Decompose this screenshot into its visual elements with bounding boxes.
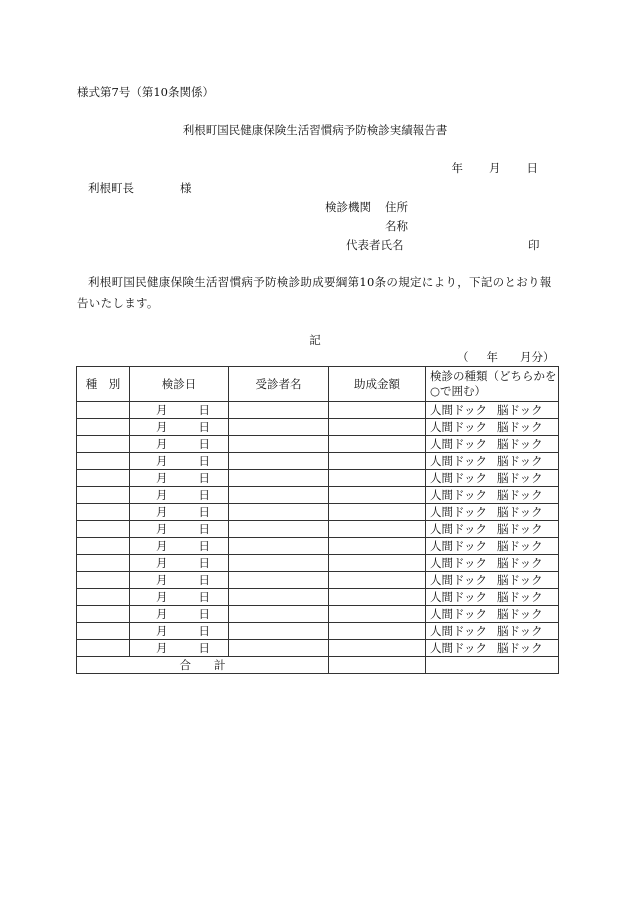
month-label: 月 bbox=[156, 420, 168, 434]
human-dock-option[interactable]: 人間ドック bbox=[430, 454, 488, 468]
human-dock-option[interactable]: 人間ドック bbox=[430, 607, 488, 621]
brain-dock-option[interactable]: 脳ドック bbox=[497, 403, 543, 417]
category-cell[interactable] bbox=[77, 623, 130, 640]
brain-dock-option[interactable]: 脳ドック bbox=[497, 641, 543, 655]
table-row bbox=[77, 419, 559, 436]
amount-cell[interactable] bbox=[329, 419, 426, 436]
month-label: 月 bbox=[156, 505, 168, 519]
category-cell[interactable] bbox=[77, 606, 130, 623]
examinee-cell[interactable] bbox=[229, 504, 329, 521]
amount-cell[interactable] bbox=[329, 589, 426, 606]
exam-date-cell[interactable] bbox=[130, 487, 229, 504]
exam-date-cell[interactable] bbox=[130, 572, 229, 589]
examinee-cell[interactable] bbox=[229, 640, 329, 657]
institution-address-label: 住所 bbox=[385, 200, 408, 214]
examinee-cell[interactable] bbox=[229, 572, 329, 589]
examinee-cell[interactable] bbox=[229, 470, 329, 487]
date-month-label: 月 bbox=[489, 161, 501, 175]
examinee-cell[interactable] bbox=[229, 453, 329, 470]
month-label: 月 bbox=[156, 488, 168, 502]
human-dock-option[interactable]: 人間ドック bbox=[430, 471, 488, 485]
category-cell[interactable] bbox=[77, 470, 130, 487]
exam-type-cell[interactable] bbox=[426, 589, 559, 606]
human-dock-option[interactable]: 人間ドック bbox=[430, 505, 488, 519]
month-label: 月 bbox=[156, 522, 168, 536]
form-number: 様式第7号（第10条関係） bbox=[77, 85, 214, 99]
header-exam-date: 検診日 bbox=[130, 367, 229, 402]
exam-date-cell[interactable] bbox=[130, 453, 229, 470]
day-label: 日 bbox=[198, 488, 210, 502]
examinee-cell[interactable] bbox=[229, 555, 329, 572]
exam-type-cell[interactable] bbox=[426, 402, 559, 419]
table-header-row bbox=[77, 367, 559, 402]
amount-cell[interactable] bbox=[329, 453, 426, 470]
examinee-cell[interactable] bbox=[229, 487, 329, 504]
amount-cell[interactable] bbox=[329, 436, 426, 453]
human-dock-option[interactable]: 人間ドック bbox=[430, 403, 488, 417]
brain-dock-option[interactable]: 脳ドック bbox=[497, 522, 543, 536]
category-cell[interactable] bbox=[77, 555, 130, 572]
day-label: 日 bbox=[198, 403, 210, 417]
day-label: 日 bbox=[198, 590, 210, 604]
exam-date-cell[interactable] bbox=[130, 538, 229, 555]
brain-dock-option[interactable]: 脳ドック bbox=[497, 539, 543, 553]
amount-cell[interactable] bbox=[329, 572, 426, 589]
brain-dock-option[interactable]: 脳ドック bbox=[497, 505, 543, 519]
table-row bbox=[77, 487, 559, 504]
day-label: 日 bbox=[198, 522, 210, 536]
amount-cell[interactable] bbox=[329, 504, 426, 521]
human-dock-option[interactable]: 人間ドック bbox=[430, 488, 488, 502]
date-day-label: 日 bbox=[526, 161, 538, 175]
table-row bbox=[77, 640, 559, 657]
month-label: 月 bbox=[156, 437, 168, 451]
table-row bbox=[77, 538, 559, 555]
amount-cell[interactable] bbox=[329, 402, 426, 419]
representative-label: 代表者氏名 bbox=[346, 238, 404, 252]
total-row bbox=[77, 657, 559, 674]
human-dock-option[interactable]: 人間ドック bbox=[430, 641, 488, 655]
exam-date-cell[interactable] bbox=[130, 555, 229, 572]
exam-type-cell[interactable] bbox=[426, 623, 559, 640]
exam-date-cell[interactable] bbox=[130, 419, 229, 436]
examinee-cell[interactable] bbox=[229, 436, 329, 453]
exam-date-cell[interactable] bbox=[130, 402, 229, 419]
human-dock-option[interactable]: 人間ドック bbox=[430, 556, 488, 570]
exam-type-cell[interactable] bbox=[426, 572, 559, 589]
amount-cell[interactable] bbox=[329, 555, 426, 572]
header-category: 種 別 bbox=[77, 367, 130, 402]
total-amount-cell[interactable] bbox=[329, 657, 426, 674]
exam-date-cell[interactable] bbox=[130, 436, 229, 453]
category-cell[interactable] bbox=[77, 572, 130, 589]
exam-date-cell[interactable] bbox=[130, 470, 229, 487]
brain-dock-option[interactable]: 脳ドック bbox=[497, 488, 543, 502]
brain-dock-option[interactable]: 脳ドック bbox=[497, 420, 543, 434]
table-row bbox=[77, 402, 559, 419]
brain-dock-option[interactable]: 脳ドック bbox=[497, 624, 543, 638]
exam-date-cell[interactable] bbox=[130, 606, 229, 623]
examinee-cell[interactable] bbox=[229, 402, 329, 419]
category-cell[interactable] bbox=[77, 487, 130, 504]
month-label: 月 bbox=[156, 556, 168, 570]
exam-type-cell[interactable] bbox=[426, 504, 559, 521]
table-row bbox=[77, 555, 559, 572]
brain-dock-option[interactable]: 脳ドック bbox=[497, 573, 543, 587]
date-line bbox=[452, 161, 539, 175]
period-year: 年 bbox=[486, 350, 498, 364]
day-label: 日 bbox=[198, 420, 210, 434]
brain-dock-option[interactable]: 脳ドック bbox=[497, 556, 543, 570]
exam-date-cell[interactable] bbox=[130, 589, 229, 606]
amount-cell[interactable] bbox=[329, 606, 426, 623]
brain-dock-option[interactable]: 脳ドック bbox=[497, 590, 543, 604]
brain-dock-option[interactable]: 脳ドック bbox=[497, 471, 543, 485]
exam-type-cell[interactable] bbox=[426, 521, 559, 538]
exam-type-cell[interactable] bbox=[426, 640, 559, 657]
table-row bbox=[77, 623, 559, 640]
amount-cell[interactable] bbox=[329, 538, 426, 555]
table-row bbox=[77, 572, 559, 589]
day-label: 日 bbox=[198, 607, 210, 621]
exam-type-cell[interactable] bbox=[426, 453, 559, 470]
month-label: 月 bbox=[156, 607, 168, 621]
amount-cell[interactable] bbox=[329, 640, 426, 657]
total-label: 合 計 bbox=[77, 657, 329, 674]
table-row bbox=[77, 521, 559, 538]
examinee-cell[interactable] bbox=[229, 419, 329, 436]
addressee-suffix: 様 bbox=[180, 181, 192, 195]
human-dock-option[interactable]: 人間ドック bbox=[430, 624, 488, 638]
examinee-cell[interactable] bbox=[229, 589, 329, 606]
month-label: 月 bbox=[156, 454, 168, 468]
examinee-cell[interactable] bbox=[229, 623, 329, 640]
header-exam-type: 検診の種類（どちらかを○で囲む） bbox=[426, 367, 559, 402]
category-cell[interactable] bbox=[77, 419, 130, 436]
human-dock-option[interactable]: 人間ドック bbox=[430, 437, 488, 451]
amount-cell[interactable] bbox=[329, 487, 426, 504]
addressee bbox=[88, 181, 192, 195]
ki-heading: 記 bbox=[309, 333, 321, 347]
table-row bbox=[77, 453, 559, 470]
category-cell[interactable] bbox=[77, 589, 130, 606]
table-row bbox=[77, 504, 559, 521]
human-dock-option[interactable]: 人間ドック bbox=[430, 522, 488, 536]
human-dock-option[interactable]: 人間ドック bbox=[430, 573, 488, 587]
table-row bbox=[77, 436, 559, 453]
amount-cell[interactable] bbox=[329, 470, 426, 487]
month-label: 月 bbox=[156, 624, 168, 638]
amount-cell[interactable] bbox=[329, 521, 426, 538]
month-label: 月 bbox=[156, 471, 168, 485]
exam-type-cell[interactable] bbox=[426, 487, 559, 504]
human-dock-option[interactable]: 人間ドック bbox=[430, 539, 488, 553]
table-row bbox=[77, 470, 559, 487]
category-cell[interactable] bbox=[77, 538, 130, 555]
exam-date-cell[interactable] bbox=[130, 640, 229, 657]
category-cell[interactable] bbox=[77, 453, 130, 470]
category-cell[interactable] bbox=[77, 402, 130, 419]
institution-label: 検診機関 bbox=[325, 200, 371, 214]
exam-type-cell[interactable] bbox=[426, 538, 559, 555]
day-label: 日 bbox=[198, 641, 210, 655]
month-label: 月 bbox=[156, 590, 168, 604]
day-label: 日 bbox=[198, 471, 210, 485]
exam-type-cell[interactable] bbox=[426, 436, 559, 453]
table-row bbox=[77, 606, 559, 623]
category-cell[interactable] bbox=[77, 436, 130, 453]
exam-date-cell[interactable] bbox=[130, 623, 229, 640]
addressee-name: 利根町長 bbox=[88, 181, 134, 195]
exam-type-cell[interactable] bbox=[426, 555, 559, 572]
institution-name-label: 名称 bbox=[385, 219, 408, 233]
month-label: 月 bbox=[156, 573, 168, 587]
brain-dock-option[interactable]: 脳ドック bbox=[497, 607, 543, 621]
date-year-label: 年 bbox=[451, 161, 463, 175]
examinee-cell[interactable] bbox=[229, 521, 329, 538]
total-blank-cell bbox=[426, 657, 559, 674]
table-row bbox=[77, 589, 559, 606]
examinee-cell[interactable] bbox=[229, 606, 329, 623]
exam-date-cell[interactable] bbox=[130, 504, 229, 521]
category-cell[interactable] bbox=[77, 521, 130, 538]
brain-dock-option[interactable]: 脳ドック bbox=[497, 454, 543, 468]
document-title: 利根町国民健康保険生活習慣病予防検診実績報告書 bbox=[182, 123, 448, 137]
period-open: （ bbox=[457, 350, 469, 364]
day-label: 日 bbox=[198, 573, 210, 587]
seal-mark: 印 bbox=[528, 238, 540, 252]
amount-cell[interactable] bbox=[329, 623, 426, 640]
report-table bbox=[76, 366, 559, 674]
exam-date-cell[interactable] bbox=[130, 521, 229, 538]
month-label: 月 bbox=[156, 403, 168, 417]
month-label: 月 bbox=[156, 641, 168, 655]
day-label: 日 bbox=[198, 505, 210, 519]
day-label: 日 bbox=[198, 437, 210, 451]
brain-dock-option[interactable]: 脳ドック bbox=[497, 437, 543, 451]
human-dock-option[interactable]: 人間ドック bbox=[430, 590, 488, 604]
body-text: 利根町国民健康保険生活習慣病予防検診助成要綱第10条の規定により，下記のとおり報告いたします。 bbox=[77, 275, 552, 310]
human-dock-option[interactable]: 人間ドック bbox=[430, 420, 488, 434]
day-label: 日 bbox=[198, 556, 210, 570]
exam-type-cell[interactable] bbox=[426, 470, 559, 487]
category-cell[interactable] bbox=[77, 504, 130, 521]
header-examinee: 受診者名 bbox=[229, 367, 329, 402]
report-period bbox=[457, 350, 555, 364]
day-label: 日 bbox=[198, 624, 210, 638]
period-month: 月分） bbox=[520, 350, 555, 364]
header-amount: 助成金額 bbox=[329, 367, 426, 402]
exam-type-cell[interactable] bbox=[426, 606, 559, 623]
exam-type-cell[interactable] bbox=[426, 419, 559, 436]
examinee-cell[interactable] bbox=[229, 538, 329, 555]
day-label: 日 bbox=[198, 454, 210, 468]
month-label: 月 bbox=[156, 539, 168, 553]
day-label: 日 bbox=[198, 539, 210, 553]
category-cell[interactable] bbox=[77, 640, 130, 657]
